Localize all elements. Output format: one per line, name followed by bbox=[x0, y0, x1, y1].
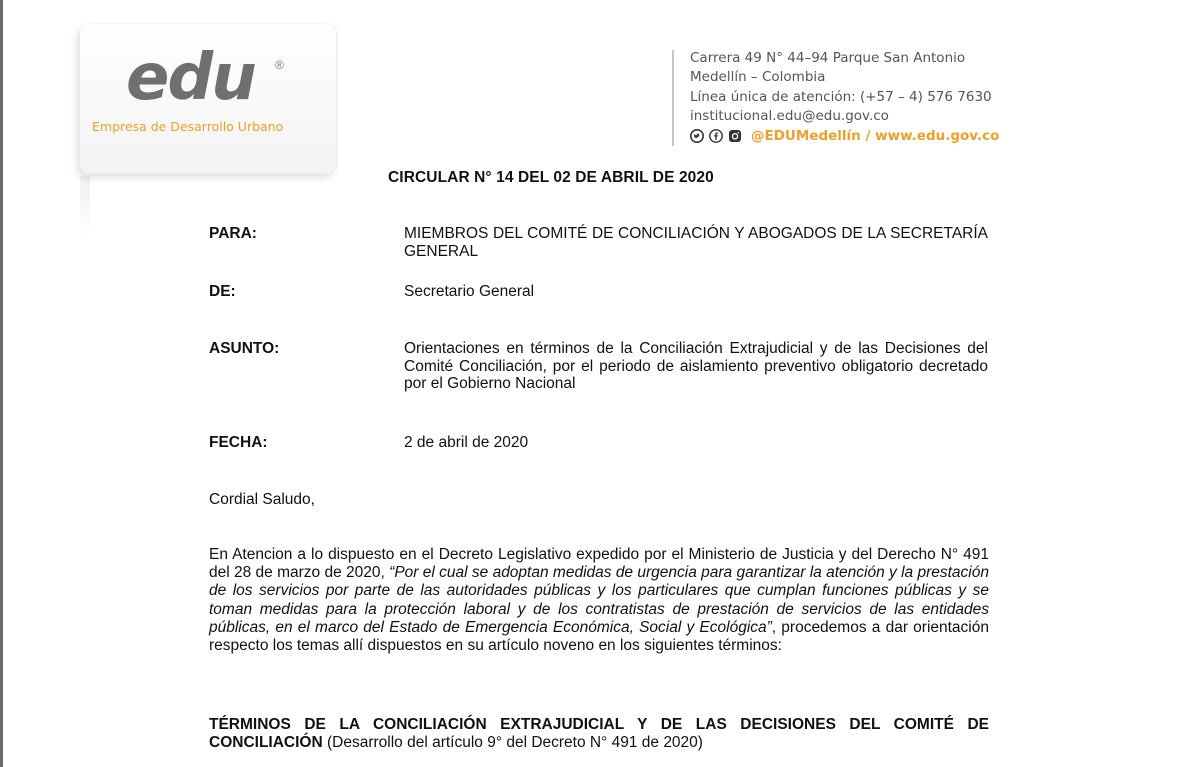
paragraph-tail: , procedemos a dar orientación respecto los temas allí dispuestos en su artículo noveno en los siguientes términos: bbox=[209, 618, 989, 655]
contact-city: Medellín – Colombia bbox=[690, 69, 826, 86]
social-handle-and-website[interactable]: @EDUMedellín / www.edu.gov.co bbox=[751, 127, 1000, 144]
contact-address: Carrera 49 N° 44–94 Parque San Antonio bbox=[690, 50, 966, 66]
de-value: Secretario General bbox=[404, 283, 535, 300]
greeting: Cordial Saludo, bbox=[209, 491, 315, 508]
logo-panel-shadow bbox=[80, 176, 90, 236]
contact-social-row bbox=[690, 127, 999, 146]
asunto-value: Orientaciones en términos de la Conciliación Extrajudicial y de las Decisiones del Comité Conciliación, por el periodo de aislamiento preventivo obligatorio decretado por el Gobierno Nacional bbox=[404, 340, 988, 392]
section-heading: TÉRMINOS DE LA CONCILIACIÓN EXTRAJUDICIAL Y DE LAS DECISIONES DEL COMITÉ DE CONCILIACIÓN bbox=[209, 716, 989, 752]
contact-email[interactable]: institucional.edu@edu.gov.co bbox=[690, 108, 889, 125]
contact-phone: Línea única de atención: (+57 – 4) 576 7630 bbox=[690, 88, 992, 105]
para-label: PARA: bbox=[209, 225, 257, 242]
fecha-label: FECHA: bbox=[209, 434, 268, 451]
instagram-icon[interactable] bbox=[728, 129, 742, 143]
para-value: MIEMBROS DEL COMITÉ DE CONCILIACIÓN Y ABOGADOS DE LA SECRETARÍA GENERAL bbox=[404, 225, 988, 260]
decree-quote: “Por el cual se adoptan medidas de urgencia para garantizar la atención y la prestación de los servicios por parte de las autoridades públicas y los particulares que cumplan funciones públicas y se toman medidas para la protección laboral y de los contratistas de prestación de servicios de las entidades públicas, en el marco del Estado de Emergencia Económica, Social y Ecológica” bbox=[209, 564, 989, 636]
logo-tagline: Empresa de Desarrollo Urbano bbox=[92, 119, 284, 134]
section-heading-block bbox=[209, 716, 989, 752]
asunto-label: ASUNTO: bbox=[209, 340, 280, 357]
circular-title: CIRCULAR N° 14 DEL 02 DE ABRIL DE 2020 bbox=[388, 169, 714, 186]
edu-logo-wordmark: edu bbox=[126, 41, 255, 115]
facebook-icon[interactable] bbox=[709, 129, 723, 143]
paragraph-lead: En Atencion a lo dispuesto en el Decreto Legislativo expedido por el Ministerio de Justicia y del Derecho N° 491 del 28 de marzo de 2020, bbox=[209, 546, 989, 582]
fecha-value: 2 de abril de 2020 bbox=[404, 434, 529, 451]
section-note: (Desarrollo del artículo 9° del Decreto N° 491 de 2020) bbox=[322, 734, 703, 752]
twitter-icon[interactable] bbox=[690, 129, 704, 143]
page-left-border bbox=[0, 0, 3, 767]
contact-divider bbox=[672, 50, 674, 146]
body-paragraph bbox=[209, 546, 989, 655]
registered-mark: ® bbox=[275, 58, 284, 72]
contact-info bbox=[690, 49, 999, 146]
de-label: DE: bbox=[209, 283, 236, 300]
